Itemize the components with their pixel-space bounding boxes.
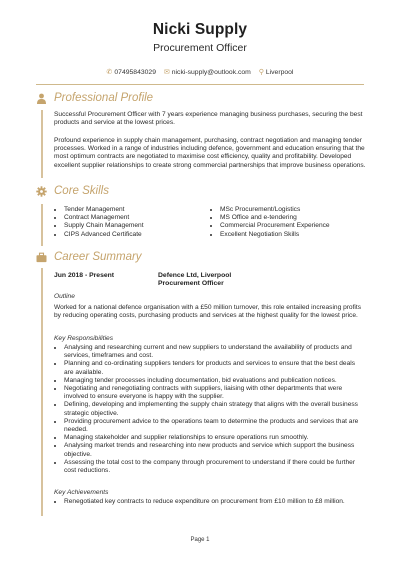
gear-icon <box>36 186 47 197</box>
responsibility-item: • Managing stakeholder and supplier relationships to ensure operations run smoothly. <box>64 434 366 442</box>
achievements-label: Key Achievements <box>54 489 109 496</box>
skill-item: • MSc Procurement/Logistics <box>220 206 366 214</box>
job-dates: Jun 2018 - Present <box>54 272 115 279</box>
phone-icon: ✆ <box>106 69 113 76</box>
contact-phone[interactable] <box>107 68 156 76</box>
contact-location <box>259 68 294 76</box>
responsibilities-list <box>54 344 366 475</box>
responsibility-item: • Defining, developing and implementing the supply chain strategy that aligns with the overall business strategic objective. <box>64 401 366 417</box>
job-outline: Worked for a national defence organisation with a £50 million turnover, this role entailed increasing profits by reducing operating costs, purchasing products and services at the highest quality for the lowest price. <box>54 304 362 320</box>
skill-item: • Excellent Negotiation Skills <box>220 231 366 239</box>
skills-right-list <box>210 206 366 239</box>
responsibility-item: • Managing tender processes including documentation, bid evaluations and publication notices. <box>64 377 366 385</box>
header-divider <box>36 84 364 85</box>
person-icon <box>36 93 47 104</box>
responsibility-item: • Providing procurement advice to the operations team to determine the products and services that are needed. <box>64 418 366 434</box>
profile-paragraph-1: Successful Procurement Officer with 7 years experience managing business purchases, securing the best products and service at the lowest prices. <box>54 111 363 127</box>
career-heading: Career Summary <box>54 251 142 263</box>
page-number: Page 1 <box>190 537 210 543</box>
achievements-list <box>54 498 366 506</box>
outline-label: Outline <box>54 293 75 300</box>
career-section-header <box>36 250 142 264</box>
skills-left-list <box>54 206 210 239</box>
job-company-block <box>158 272 231 289</box>
skills-columns <box>54 206 366 239</box>
profile-heading: Professional Profile <box>54 92 154 104</box>
responsibility-item: • Assessing the total cost to the company through procurement to understand if there could be further cost reductions. <box>64 459 366 475</box>
job-position: Procurement Officer <box>158 280 224 288</box>
candidate-name: Nicki Supply <box>152 21 248 38</box>
phone-text: 07495843029 <box>114 69 156 76</box>
skill-item: • Supply Chain Management <box>64 222 210 230</box>
profile-paragraph-2: Profound experience in supply chain management, purchasing, contract negotiation and managing tender processes. Worked in a range of industries including defence, government and education ensuring that the most optimum contracts are negotiated to maximise cost efficiency, quality and profitability. Developed excellent supplier relationships to create strong commercial partnerships that improve business operations. <box>54 137 366 169</box>
career-accent-bar <box>41 268 43 516</box>
location-icon: ⚲ <box>258 69 264 76</box>
profile-section-header <box>36 91 153 105</box>
skill-item: • Tender Management <box>64 206 210 214</box>
email-icon: ✉ <box>163 69 170 76</box>
achievement-item: • Renegotiated key contracts to reduce expenditure on procurement from £10 million to £8 million. <box>64 498 366 506</box>
skill-item: • MS Office and e-tendering <box>220 214 366 222</box>
skill-item: • Contract Management <box>64 214 210 222</box>
responsibility-item: • Planning and co-ordinating suppliers tenders for products and services to ensure that the best deals are available. <box>64 360 366 376</box>
skills-section-header <box>36 184 109 198</box>
location-text: Liverpool <box>265 69 294 76</box>
profile-accent-bar <box>41 110 43 178</box>
skill-item: • Commercial Procurement Experience <box>220 222 366 230</box>
responsibilities-label: Key Responsibilities <box>54 335 114 342</box>
responsibility-item: • Analysing and researching current and new suppliers to understand the availability of products and services, timeframes and cost. <box>64 344 366 360</box>
responsibility-item: • Negotiating and renegotiating contracts with suppliers, liaising with other departments that were involved to ensure everyone is happy with the supplier. <box>64 385 366 401</box>
skills-accent-bar <box>41 204 43 246</box>
responsibility-item: • Analysing market trends and researching into new products and service which support the business objective. <box>64 442 366 458</box>
briefcase-icon <box>36 252 47 263</box>
job-company: Defence Ltd, Liverpool <box>158 272 232 279</box>
contact-email[interactable] <box>164 68 251 76</box>
skills-heading: Core Skills <box>54 185 109 197</box>
candidate-title: Procurement Officer <box>153 42 247 54</box>
skill-item: • CIPS Advanced Certificate <box>64 231 210 239</box>
email-text: nicki-supply@outlook.com <box>171 69 251 76</box>
contact-bar <box>0 68 400 76</box>
